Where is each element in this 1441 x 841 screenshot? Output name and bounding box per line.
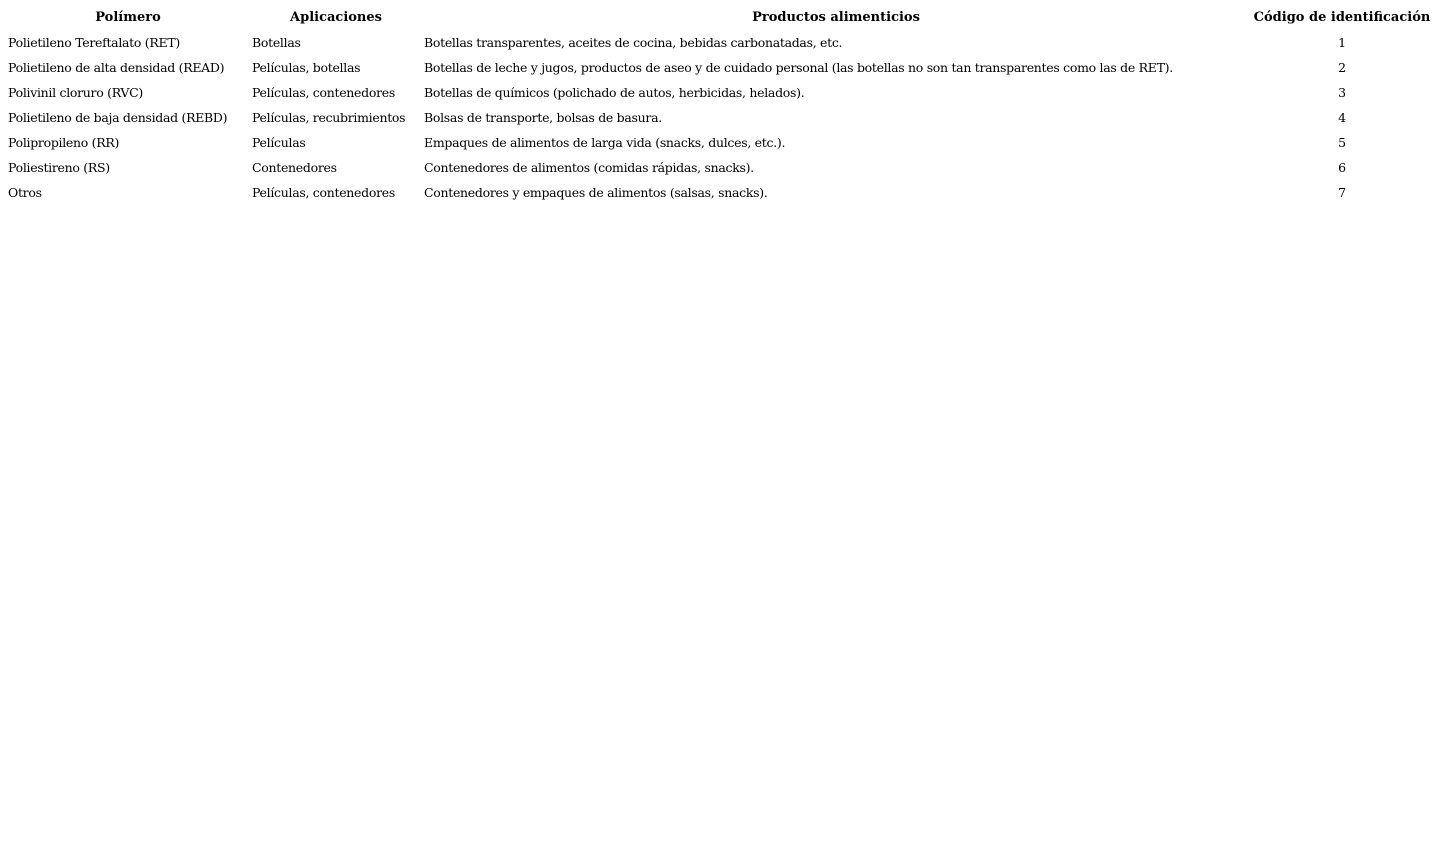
cell-polymer: Polietileno Tereftalato (RET)	[8, 34, 180, 50]
cell-polymer: Polivinil cloruro (RVC)	[8, 84, 143, 100]
cell-applications: Contenedores	[252, 159, 337, 175]
cell-polymer: Poliestireno (RS)	[8, 159, 110, 175]
cell-id-code: 3	[1338, 84, 1346, 100]
cell-polymer: Polietileno de baja densidad (REBD)	[8, 109, 228, 125]
cell-food-products: Contenedores y empaques de alimentos (salsas, snacks).	[424, 184, 768, 200]
table-row	[7, 131, 1433, 154]
table-body	[7, 31, 1433, 204]
cell-food-products: Empaques de alimentos de larga vida (snacks, dulces, etc.).	[424, 134, 786, 150]
header-food-products: Productos alimenticios	[752, 9, 920, 25]
cell-polymer: Polipropileno (RR)	[8, 134, 120, 150]
cell-id-code: 1	[1338, 34, 1346, 50]
cell-applications: Películas, contenedores	[252, 184, 395, 200]
cell-id-code: 6	[1338, 159, 1346, 175]
cell-food-products: Botellas de leche y jugos, productos de aseo y de cuidado personal (las botellas no son tan transparentes como las de RET).	[424, 59, 1173, 75]
table-row	[7, 181, 1433, 204]
cell-applications: Botellas	[252, 34, 301, 50]
cell-applications: Películas, contenedores	[252, 84, 395, 100]
cell-id-code: 5	[1338, 134, 1346, 150]
table-row	[7, 106, 1433, 129]
cell-id-code: 2	[1338, 59, 1346, 75]
cell-applications: Películas, recubrimientos	[252, 109, 406, 125]
cell-id-code: 7	[1338, 184, 1346, 200]
cell-food-products: Bolsas de transporte, bolsas de basura.	[424, 109, 662, 125]
table-row	[7, 31, 1433, 54]
header-applications: Aplicaciones	[290, 9, 382, 25]
cell-food-products: Botellas transparentes, aceites de cocina, bebidas carbonatadas, etc.	[424, 34, 843, 50]
header-polymer: Polímero	[95, 9, 161, 25]
polymer-table	[5, 4, 1435, 206]
cell-polymer: Polietileno de alta densidad (READ)	[8, 59, 225, 75]
header-id-code: Código de identificación	[1253, 9, 1431, 25]
table-header	[7, 6, 1433, 29]
cell-polymer: Otros	[8, 184, 42, 200]
cell-id-code: 4	[1338, 109, 1346, 125]
table-row	[7, 156, 1433, 179]
table-row	[7, 81, 1433, 104]
cell-applications: Películas	[252, 134, 306, 150]
table-row	[7, 56, 1433, 79]
cell-applications: Películas, botellas	[252, 59, 361, 75]
cell-food-products: Botellas de químicos (polichado de autos, herbicidas, helados).	[424, 84, 805, 100]
header-row	[7, 6, 1433, 29]
cell-food-products: Contenedores de alimentos (comidas rápidas, snacks).	[424, 159, 754, 175]
